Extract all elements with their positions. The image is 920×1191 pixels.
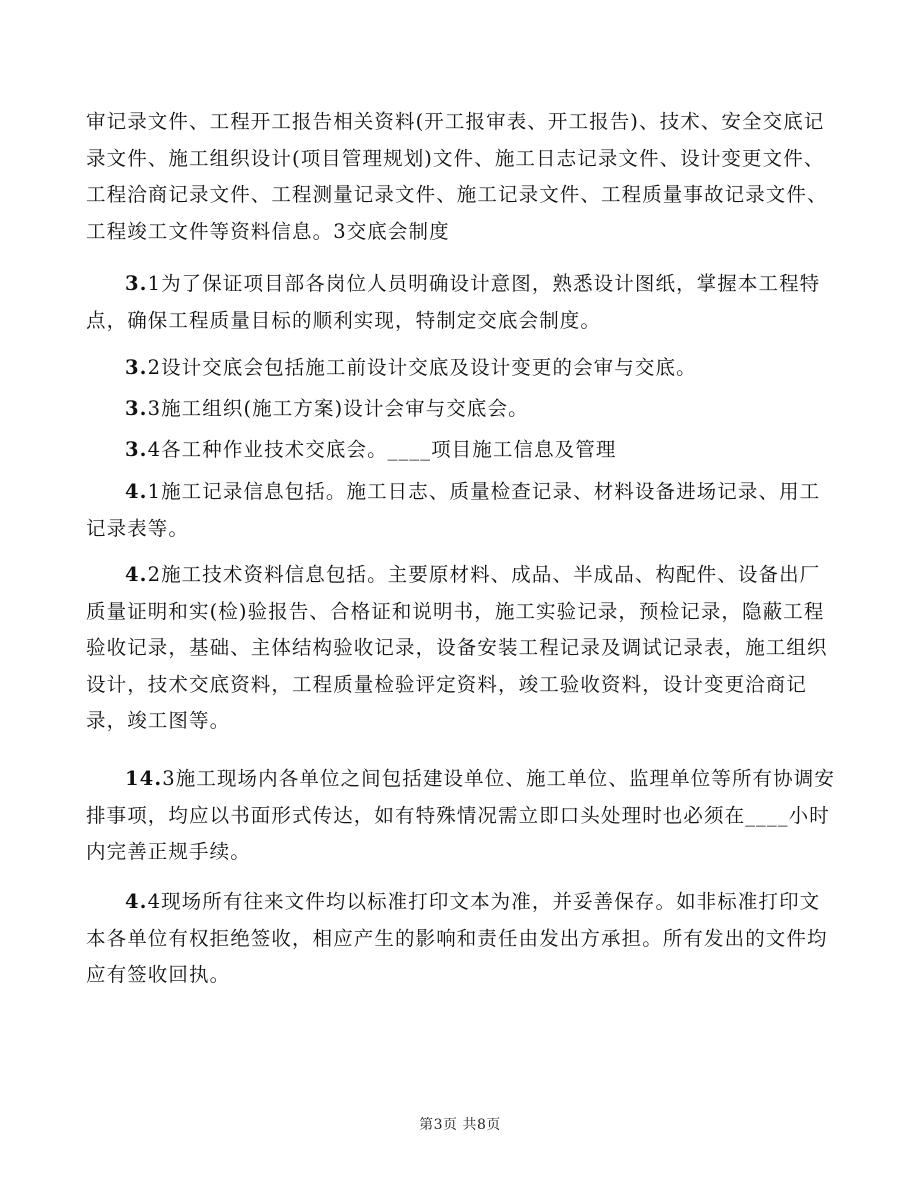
paragraph-4-1 — [86, 474, 838, 547]
paragraph-text: 2设计交底会包括施工前设计交底及设计变更的会审与交底。 — [147, 356, 697, 379]
paragraph-text: 1为了保证项目部各岗位人员明确设计意图，熟悉设计图纸，掌握本工程特点，确保工程质量目标的顺利实现，特制定交底会制度。 — [86, 272, 821, 332]
paragraph-number: 4. — [125, 563, 148, 586]
paragraph-continuation — [86, 104, 838, 250]
paragraph-text: 3施工现场内各单位之间包括建设单位、施工单位、监理单位等所有协调安排事项，均应以书面形式传达，如有特殊情况需立即口头处理时也必须在____小时内完善正规手续。 — [86, 767, 835, 863]
paragraph-3-2 — [86, 350, 838, 387]
paragraph-text: 1施工记录信息包括。施工日志、质量检查记录、材料设备进场记录、用工记录表等。 — [86, 480, 821, 540]
paragraph-4-4 — [86, 884, 838, 994]
paragraph-text: 2施工技术资料信息包括。主要原材料、成品、半成品、构配件、设备出厂质量证明和实(检)验报告、合格证和说明书，施工实验记录，预检记录，隐蔽工程验收记录，基础、主体结构验收记录，设备安装工程记录及调试记录表，施工组织设计，技术交底资料，工程质量检验评定资料，竣工验收资料，设计变更洽商记录，竣工图等。 — [86, 563, 828, 732]
paragraph-3-1 — [86, 266, 838, 339]
paragraph-number: 3. — [125, 397, 148, 420]
paragraph-3-3 — [86, 391, 838, 428]
page-footer: 第3页 共8页 — [419, 1117, 501, 1133]
paragraph-14-3 — [86, 761, 838, 871]
paragraph-number: 4. — [125, 890, 148, 913]
paragraph-number: 14. — [125, 767, 163, 790]
paragraph-number: 4. — [125, 480, 148, 503]
paragraph-text: 4现场所有往来文件均以标准打印文本为准，并妥善保存。如非标准打印文本各单位有权拒绝签收，相应产生的影响和责任由发出方承担。所有发出的文件均应有签收回执。 — [86, 890, 828, 986]
paragraph-4-2 — [86, 557, 838, 740]
paragraph-text: 4各工种作业技术交底会。____项目施工信息及管理 — [147, 438, 617, 461]
paragraph-number: 3. — [125, 438, 148, 461]
paragraph-3-4 — [86, 432, 838, 469]
paragraph-number: 3. — [125, 356, 148, 379]
paragraph-text: 3施工组织(施工方案)设计会审与交底会。 — [147, 397, 529, 420]
paragraph-text: 审记录文件、工程开工报告相关资料(开工报审表、开工报告)、技术、安全交底记录文件、施工组织设计(项目管理规划)文件、施工日志记录文件、设计变更文件、工程洽商记录文件、工程测量记录文件、施工记录文件、工程质量事故记录文件、工程竣工文件等资料信息。3交底会制度 — [86, 110, 828, 243]
paragraph-number: 3. — [125, 272, 148, 295]
